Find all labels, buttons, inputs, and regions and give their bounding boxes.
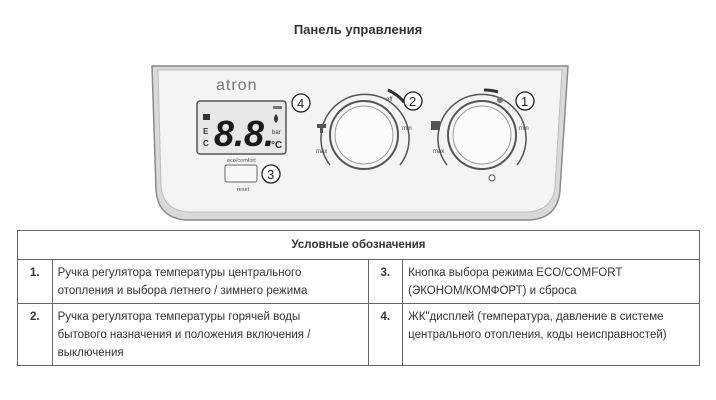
knob-off-label: off [386, 97, 393, 103]
svg-text:2: 2 [409, 94, 417, 109]
legend-description: Кнопка выбора режима ECO/COMFORT (ЭКОНОМ/КОМФОРТ) и сброса [403, 260, 700, 304]
knob-min-label: min [519, 126, 529, 132]
display-digits: 8.8. [214, 113, 275, 154]
page-title: Панель управления [293, 22, 423, 37]
legend-row [18, 260, 700, 304]
callout-3 [262, 165, 280, 183]
legend-description: Ручка регулятора температуры горячей воды бытового назначения и положения включения / выключения [52, 304, 368, 366]
legend-number: 1. [18, 260, 53, 304]
radiator-icon [203, 114, 210, 120]
mode-button-label: eco/comfort [227, 158, 256, 164]
legend-number: 4. [368, 304, 403, 366]
reset-label: reset [237, 187, 250, 193]
callout-4 [292, 94, 310, 112]
mode-button [225, 165, 257, 182]
display-unit-bar: bar [272, 130, 281, 136]
legend-row [18, 304, 700, 366]
legend-table [17, 230, 700, 366]
legend-description: Ручка регулятора температуры центрального отопления и выбора летнего / зимнего режима [52, 260, 368, 304]
knob-min-label: min [402, 126, 412, 132]
display-unit-celsius: °C [271, 140, 283, 151]
knob-max-label: max [316, 149, 328, 155]
knob-max-label: max [433, 149, 445, 155]
lcd-indicator-top [273, 106, 282, 109]
display-symbol-e: E [203, 127, 209, 136]
svg-text:3: 3 [267, 167, 275, 182]
summer-icon [497, 97, 503, 103]
legend-title: Условные обозначения [18, 231, 700, 260]
legend-description: ЖК"дисплей (температура, давление в системе центрального отопления, коды неисправностей) [403, 304, 700, 366]
callout-2 [404, 92, 422, 110]
brand-logo: atron [216, 77, 258, 94]
svg-text:4: 4 [297, 96, 305, 111]
legend-number: 3. [368, 260, 403, 304]
svg-text:1: 1 [521, 94, 529, 109]
display-symbol-c: C [203, 139, 209, 148]
callout-1 [516, 92, 534, 110]
legend-number: 2. [18, 304, 53, 366]
radiator-icon [431, 121, 440, 130]
